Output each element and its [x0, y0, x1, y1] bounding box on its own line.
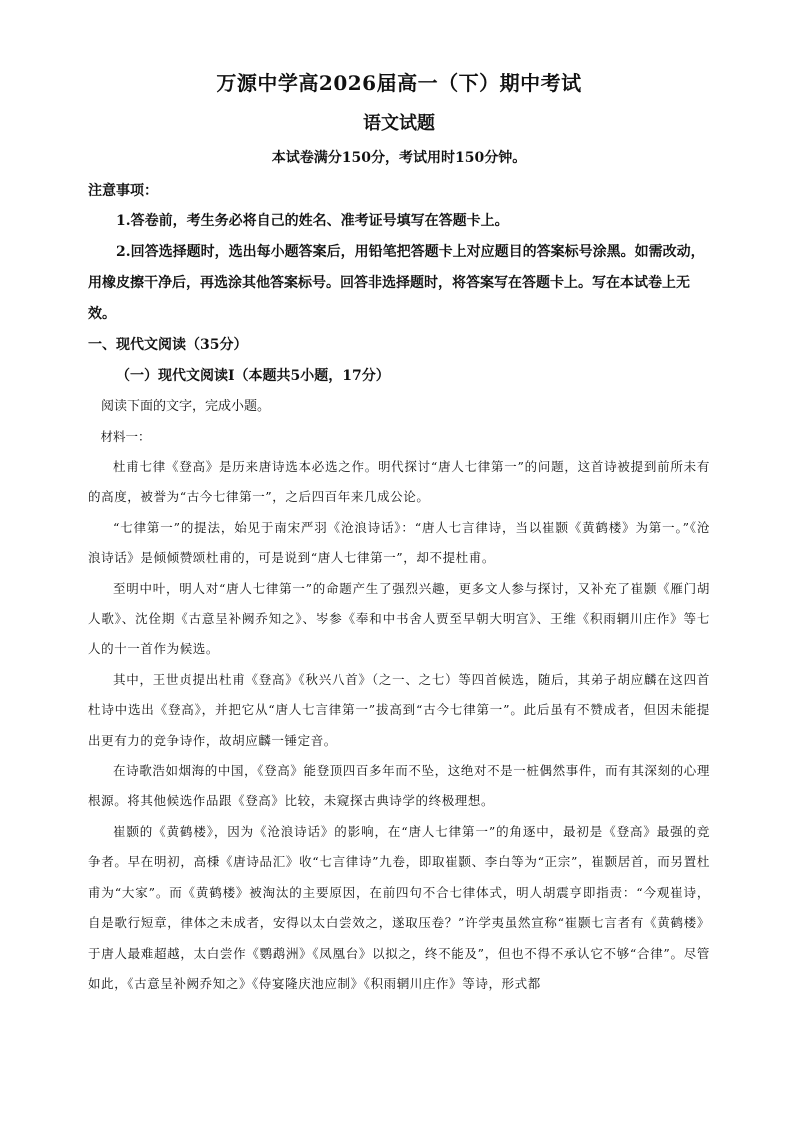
body-paragraph: 杜甫七律《登高》是历来唐诗选本必选之作。明代探讨“唐人七律第一”的问题，这首诗被提到前所未有的高度，被誉为“古今七律第一”，之后四百年来几成公论。	[88, 459, 710, 505]
exam-info: 本试卷满分150分，考试用时150分钟。	[271, 150, 527, 166]
exam-subject: 语文试题	[363, 113, 435, 134]
body-paragraph: 其中，王世贞提出杜甫《登高》《秋兴八首》（之一、之七）等四首候选，随后，其弟子胡应麟在这四首杜诗中选出《登高》，并把它从“唐人七言律第一”拔高到“古今七律第一”。此后虽有不赞成者，但因未能提出更有力的竞争诗作，故胡应麟一锤定音。	[88, 671, 710, 748]
notice-item-1: 1.答卷前，考生务必将自己的姓名、准考证号填写在答题卡上。	[116, 213, 509, 229]
notice-item-2: 2.回答选择题时，选出每小题答案后，用铅笔把答题卡上对应题目的答案标号涂黑。如需改动，用橡皮擦干净后，再选涂其他答案标号。回答非选择题时，将答案写在答题卡上。写在本试卷上无效。	[88, 244, 705, 322]
subsection-heading: （一）现代文阅读Ⅰ（本题共5小题，17分）	[116, 368, 390, 384]
notice-heading: 注意事项：	[88, 183, 158, 199]
body-paragraph: “七律第一”的提法，始见于南宋严羽《沧浪诗话》：“唐人七言律诗，当以崔颢《黄鹤楼》为第一。”《沧浪诗话》是倾倾赞颂杜甫的，可是说到“唐人七律第一”，却不提杜甫。	[88, 519, 710, 566]
body-paragraph: 在诗歌浩如烟海的中国，《登高》能登顶四百多年而不坠，这绝对不是一桩偶然事件，而有其深刻的心理根源。将其他候选作品跟《登高》比较，未窥探古典诗学的终极理想。	[88, 763, 710, 809]
body-paragraph: 至明中叶，明人对“唐人七律第一”的命题产生了强烈兴趣，更多文人参与探讨，又补充了崔颢《雁门胡人歌》、沈佺期《古意呈补阙乔知之》、岑参《奉和中书舍人贾至早朝大明宫》、王维《积雨辋川庄作》等七人的十一首作为候选。	[88, 580, 710, 657]
exam-title: 万源中学高2026届高一（下）期中考试	[216, 71, 582, 95]
section-heading: 一、现代文阅读（35分）	[88, 337, 248, 353]
reading-instruction: 阅读下面的文字，完成小题。	[101, 399, 271, 414]
material-label: 材料一：	[100, 429, 151, 444]
body-paragraph: 崔颢的《黄鹤楼》，因为《沧浪诗话》的影响，在“唐人七律第一”的角逐中，最初是《登高》最强的竞争者。早在明初，高棅《唐诗品汇》收“七言律诗”九卷，即取崔颢、李白等为“正宗”，崔颢居首，而另置杜甫为“大家”。而《黄鹤楼》被淘汰的主要原因，在前四句不合七律体式，明人胡震亨即指责：“今观崔诗，自是歌行短章，律体之未成者，安得以太白尝效之，遂取压卷？”许学夷虽然宣称“崔颢七言者有《黄鹤楼》于唐人最难超越，太白尝作《鹦鹉洲》《凤凰台》以拟之，终不能及”，但也不得不承认它不够“合律”。尽管如此，《古意呈补阙乔知之》《侍宴隆庆池应制》《积雨辋川庄作》等诗，形式都	[88, 823, 710, 991]
